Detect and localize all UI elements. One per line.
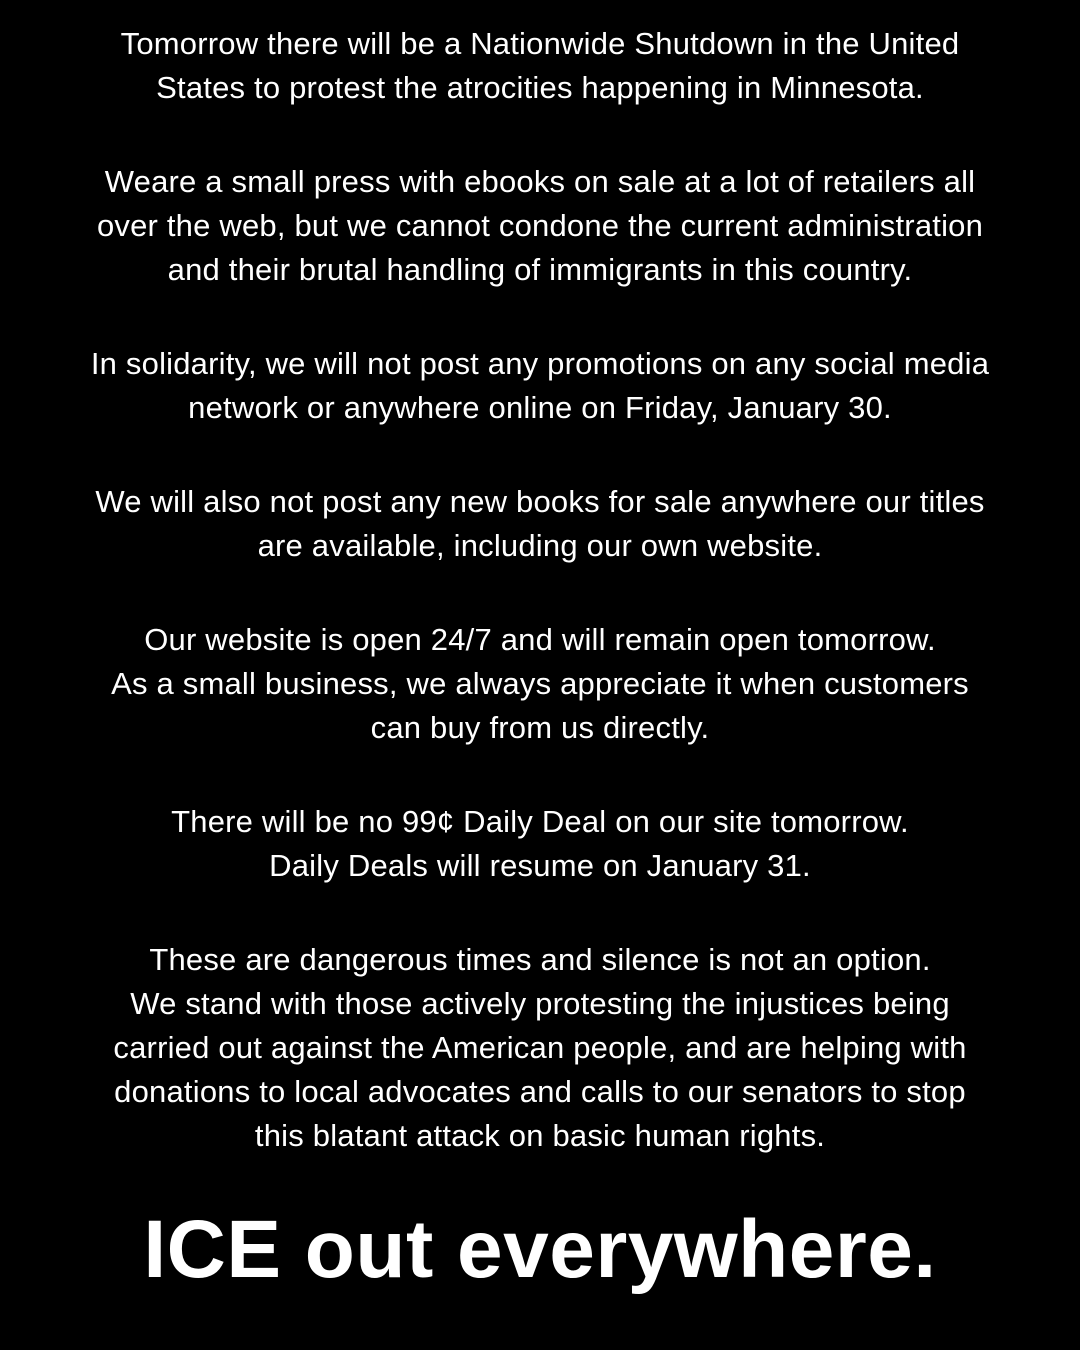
headline-ice-out-everywhere: ICE out everywhere.: [143, 1204, 937, 1295]
paragraph-no-new-books: [34, 480, 1046, 568]
text-line: These are dangerous times and silence is not an option.: [149, 942, 931, 977]
paragraph-no-promotions: [34, 342, 1046, 430]
text-line: Our website is open 24/7 and will remain open tomorrow.: [144, 622, 936, 657]
text-line: over the web, but we cannot condone the current administration: [96, 208, 984, 243]
text-line: network or anywhere online on Friday, January 30.: [188, 390, 892, 425]
text-line: and their brutal handling of immigrants in this country.: [167, 252, 913, 287]
text-line: There will be no 99¢ Daily Deal on our site tomorrow.: [171, 804, 909, 839]
paragraph-website-open: [34, 618, 1046, 750]
text-line: As a small business, we always appreciate it when customers: [111, 666, 969, 701]
text-line: We will also not post any new books for sale anywhere our titles: [95, 484, 985, 519]
text-line: Tomorrow there will be a Nationwide Shutdown in the United: [120, 26, 960, 61]
text-line: carried out against the American people, and are helping with: [113, 1030, 967, 1065]
paragraph-shutdown-announcement: [34, 22, 1046, 110]
text-line: this blatant attack on basic human rights.: [254, 1118, 826, 1153]
text-line: are available, including our own website.: [257, 528, 823, 563]
paragraph-solidarity-statement: [34, 938, 1046, 1158]
text-line: donations to local advocates and calls to our senators to stop: [114, 1074, 966, 1109]
paragraph-small-press-statement: [34, 160, 1046, 292]
paragraph-daily-deal: [34, 800, 1046, 888]
text-line: States to protest the atrocities happening in Minnesota.: [156, 70, 924, 105]
text-line: Weare a small press with ebooks on sale at a lot of retailers all: [104, 164, 976, 199]
text-line: Daily Deals will resume on January 31.: [269, 848, 811, 883]
text-line: We stand with those actively protesting the injustices being: [130, 986, 950, 1021]
text-line: can buy from us directly.: [370, 710, 710, 745]
text-line: In solidarity, we will not post any promotions on any social media: [90, 346, 990, 381]
